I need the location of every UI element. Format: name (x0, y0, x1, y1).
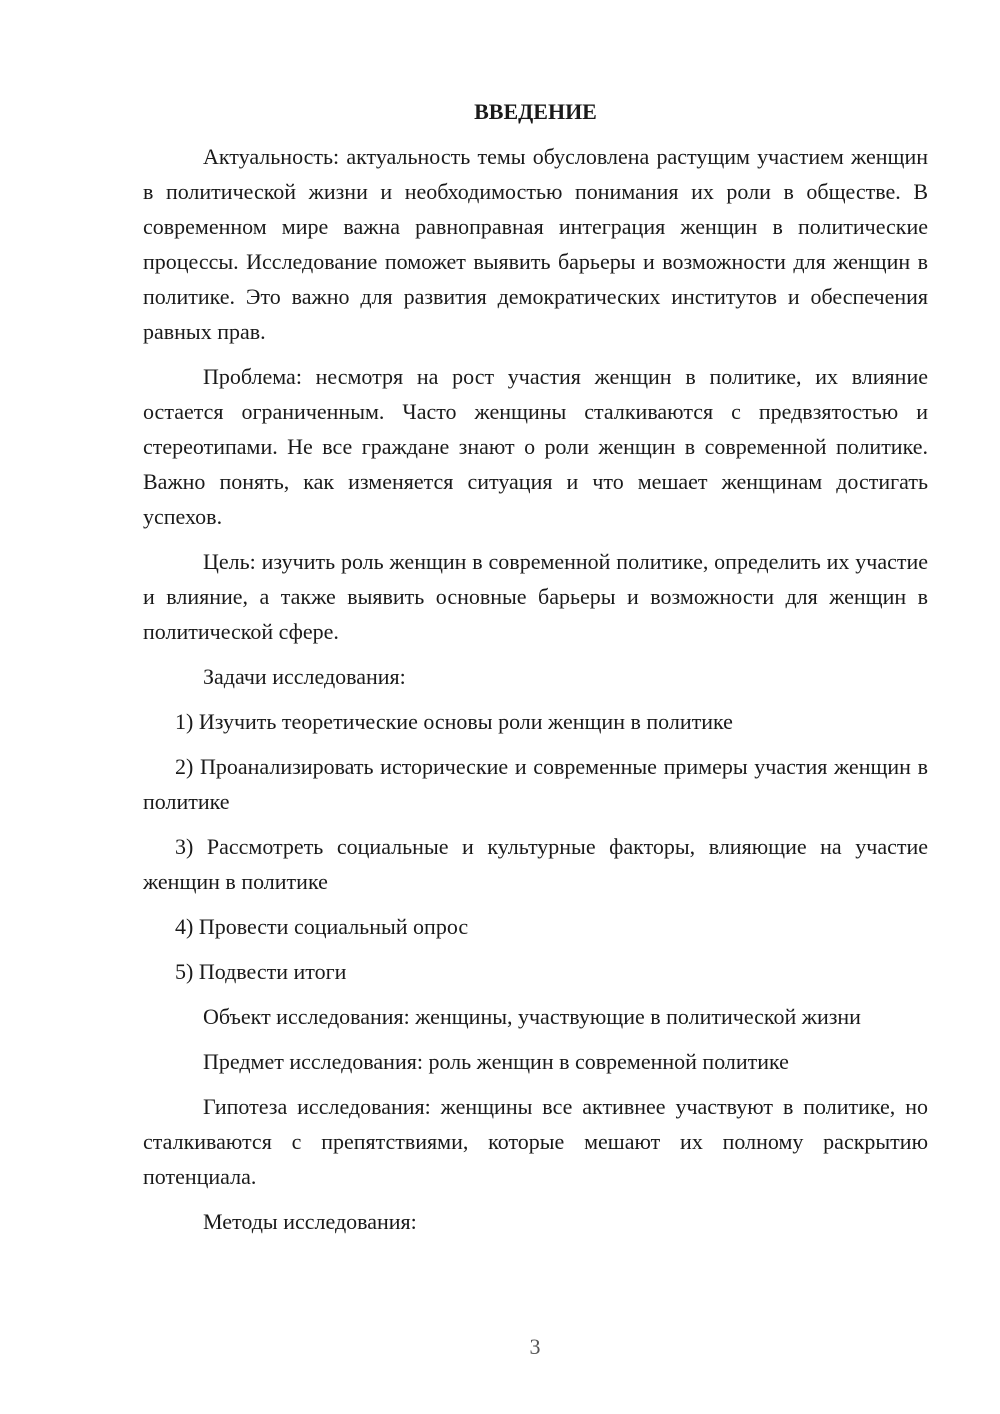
tasks-heading: Задачи исследования: (203, 664, 406, 689)
problem-paragraph: Проблема: несмотря на рост участия женщин в политике, их влияние остается ограниченным. Часто женщины сталкиваются с предвзятостью и стереотипами. Не все граждане знают о роли женщин в современной политике. Важно понять, как изменяется ситуация и что мешает женщинам достигать успехов. (143, 364, 928, 529)
subject-paragraph: Предмет исследования: роль женщин в современной политике (203, 1049, 789, 1074)
task-item-5: 5) Подвести итоги (175, 959, 347, 984)
hypothesis-paragraph: Гипотеза исследования: женщины все активнее участвуют в политике, но сталкиваются с препятствиями, которые мешают их полному раскрытию потенциала. (143, 1094, 928, 1189)
task-item-3: 3) Рассмотреть социальные и культурные факторы, влияющие на участие женщин в политике (143, 834, 928, 894)
page-number: 3 (529, 1334, 541, 1359)
relevance-paragraph: Актуальность: актуальность темы обусловлена растущим участием женщин в политической жизни и необходимостью понимания их роли в обществе. В современном мире важна равноправная интеграция женщин в политические процессы. Исследование поможет выявить барьеры и возможности для женщин в политике. Это важно для развития демократических институтов и обеспечения равных прав. (143, 144, 928, 344)
page-content (143, 96, 928, 1249)
methods-heading: Методы исследования: (203, 1209, 417, 1234)
task-item-1: 1) Изучить теоретические основы роли женщин в политике (175, 709, 733, 734)
section-title: ВВЕДЕНИЕ (474, 99, 597, 124)
object-paragraph: Объект исследования: женщины, участвующие в политической жизни (203, 1004, 861, 1029)
goal-paragraph: Цель: изучить роль женщин в современной политике, определить их участие и влияние, а также выявить основные барьеры и возможности для женщин в политической сфере. (143, 549, 928, 644)
task-item-4: 4) Провести социальный опрос (175, 914, 469, 939)
task-item-2: 2) Проанализировать исторические и современные примеры участия женщин в политике (143, 754, 928, 814)
